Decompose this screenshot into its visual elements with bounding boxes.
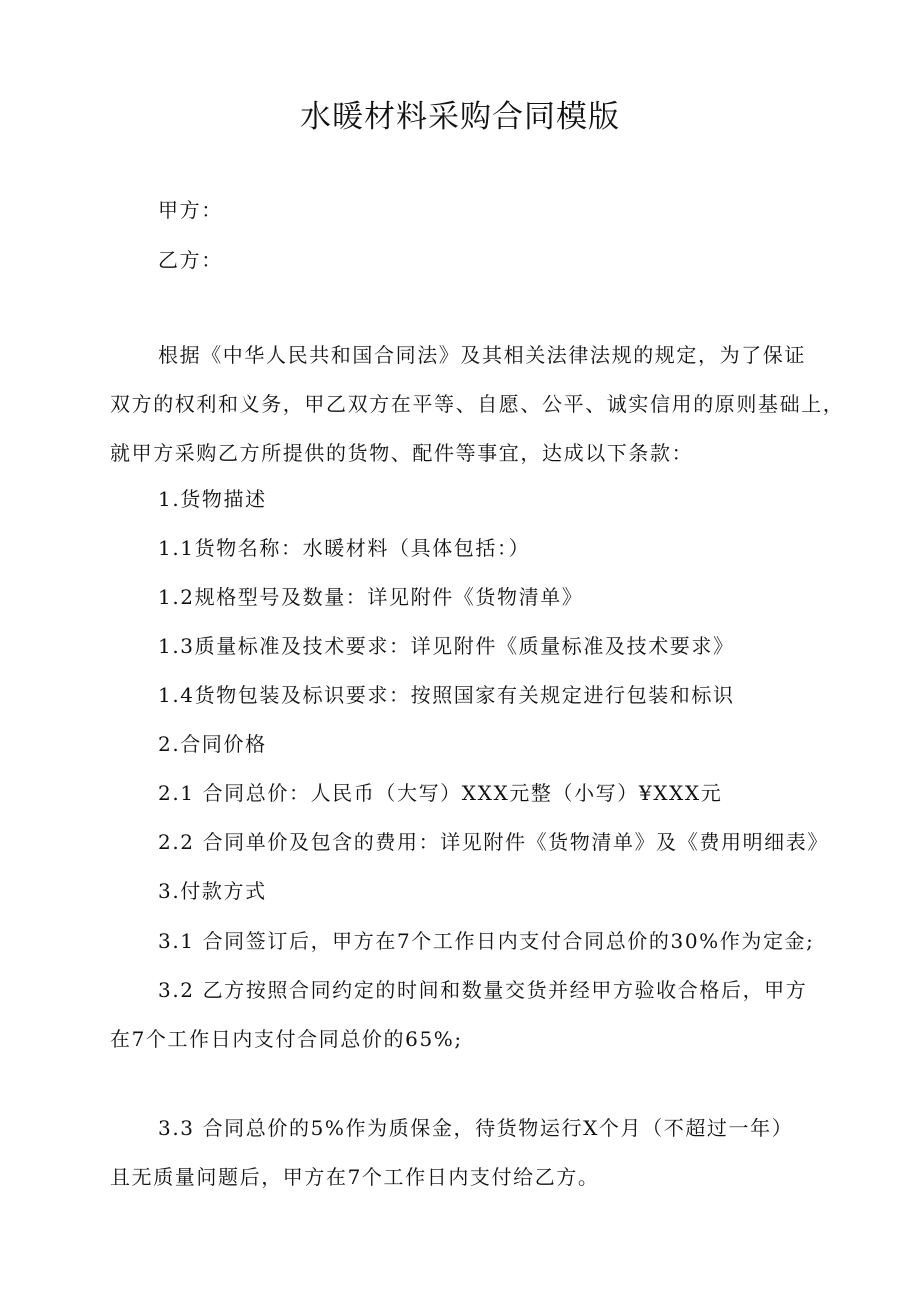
- section-3-heading: 3.付款方式: [158, 879, 267, 903]
- clause-1-3: 1.3质量标准及技术要求：详见附件《质量标准及技术要求》: [158, 634, 735, 658]
- section-2-heading: 2.合同价格: [158, 732, 267, 756]
- party-b-label: 乙方：: [158, 248, 223, 272]
- document-title: 水暖材料采购合同模版: [300, 99, 620, 135]
- clause-3-3-line-1: 3.3 合同总价的5%作为质保金，待货物运行X个月（不超过一年）: [158, 1116, 794, 1140]
- clause-1-4: 1.4货物包装及标识要求：按照国家有关规定进行包装和标识: [158, 683, 735, 707]
- intro-line-1: 根据《中华人民共和国合同法》及其相关法律法规的规定，为了保证: [158, 343, 806, 367]
- clause-1-2: 1.2规格型号及数量：详见附件《货物清单》: [158, 585, 584, 609]
- intro-line-2: 双方的权利和义务，甲乙双方在平等、自愿、公平、诚实信用的原则基础上，: [110, 392, 845, 416]
- clause-1-1: 1.1货物名称：水暖材料（具体包括：）: [158, 536, 531, 560]
- clause-3-1: 3.1 合同签订后，甲方在7个工作日内支付合同总价的30%作为定金;: [158, 929, 815, 953]
- clause-3-2-line-1: 3.2 乙方按照合同约定的时间和数量交货并经甲方验收合格后，甲方: [158, 978, 808, 1002]
- party-a-label: 甲方：: [158, 198, 223, 222]
- intro-line-3: 就甲方采购乙方所提供的货物、配件等事宜，达成以下条款：: [110, 441, 694, 465]
- clause-3-2-line-2: 在7个工作日内支付合同总价的65%;: [110, 1027, 463, 1051]
- clause-3-3-line-2: 且无质量问题后，甲方在7个工作日内支付给乙方。: [110, 1165, 600, 1189]
- clause-2-2: 2.2 合同单价及包含的费用：详见附件《货物清单》及《费用明细表》: [158, 830, 829, 854]
- section-1-heading: 1.货物描述: [158, 487, 267, 511]
- clause-2-1: 2.1 合同总价：人民币（大写）XXX元整（小写）¥XXX元: [158, 781, 723, 805]
